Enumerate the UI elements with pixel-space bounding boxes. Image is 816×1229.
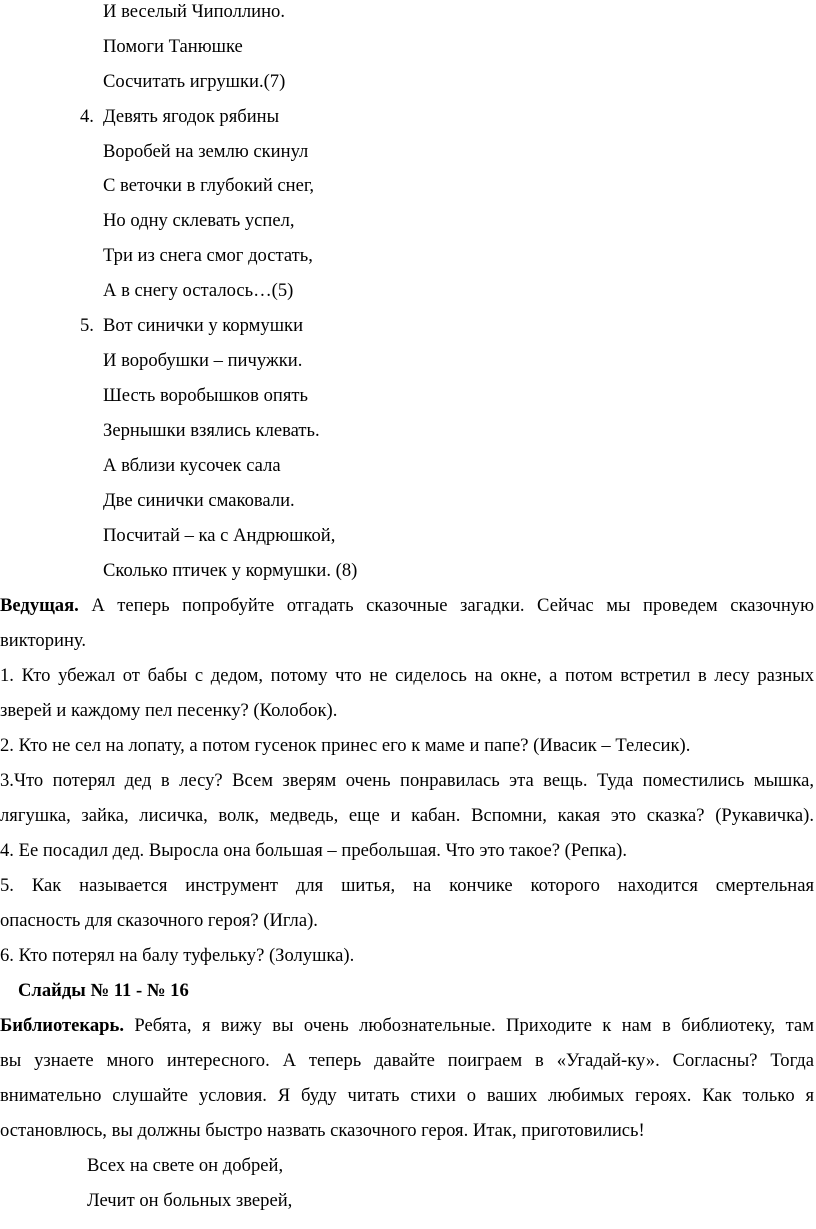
- poem-line: Лечит он больных зверей,: [87, 1190, 293, 1211]
- poem-line: Всех на свете он добрей,: [87, 1155, 284, 1176]
- poem-line: Вот синички у кормушки: [103, 315, 304, 336]
- librarian-paragraph-line: вы узнаете много интересного. А теперь давайте поиграем в «Угадай-ку». Согласны? Тогда: [0, 1050, 814, 1071]
- quiz-question-3: 3.Что потерял дед в лесу? Всем зверям очень понравилась эта вещь. Туда поместились мышка,: [0, 770, 814, 791]
- quiz-question-6: 6. Кто потерял на балу туфельку? (Золушка).: [0, 945, 355, 966]
- poem-line: Девять ягодок рябины: [103, 106, 280, 127]
- quiz-question-4: 4. Ее посадил дед. Выросла она большая – пребольшая. Что это такое? (Репка).: [0, 840, 627, 861]
- quiz-question-1: 1. Кто убежал от бабы с дедом, потому что не сиделось на окне, а потом встретил в лесу разных: [0, 665, 814, 686]
- poem-line: Посчитай – ка с Андрюшкой,: [103, 525, 336, 546]
- poem-line: А в снегу осталось…(5): [103, 280, 294, 301]
- host-text: А теперь попробуйте отгадать сказочные загадки. Сейчас мы проведем сказочную: [78, 595, 814, 616]
- poem-line: Помоги Танюшке: [103, 36, 243, 57]
- quiz-question-1-cont: зверей и каждому пел песенку? (Колобок).: [0, 700, 338, 721]
- poem-line: Две синички смаковали.: [103, 490, 295, 511]
- librarian-paragraph-line: остановлюсь, вы должны быстро назвать сказочного героя. Итак, приготовились!: [0, 1120, 645, 1141]
- poem-line: Шесть воробышков опять: [103, 385, 309, 406]
- riddle-number: 5.: [80, 315, 94, 336]
- host-paragraph-line: викторину.: [0, 630, 86, 651]
- poem-line: И веселый Чиполлино.: [103, 1, 286, 22]
- librarian-paragraph-line: внимательно слушайте условия. Я буду читать стихи о ваших любимых героях. Как только я: [0, 1085, 814, 1106]
- quiz-question-3-cont: лягушка, зайка, лисичка, волк, медведь, еще и кабан. Вспомни, какая это сказка? (Рукавичка).: [0, 805, 814, 826]
- librarian-speaker: Библиотекарь.: [0, 1015, 124, 1036]
- poem-line: Сосчитать игрушки.(7): [103, 71, 286, 92]
- librarian-paragraph-line: [0, 1015, 814, 1037]
- riddle-number: 4.: [80, 106, 94, 127]
- poem-line: Зернышки взялись клевать.: [103, 420, 320, 441]
- poem-line: Три из снега смог достать,: [103, 245, 313, 266]
- quiz-question-5: 5. Как называется инструмент для шитья, на кончике которого находится смертельная: [0, 875, 814, 896]
- quiz-question-2: 2. Кто не сел на лопату, а потом гусенок принес его к маме и папе? (Ивасик – Телесик).: [0, 735, 691, 756]
- host-paragraph-line: [0, 595, 814, 617]
- poem-line: И воробушки – пичужки.: [103, 350, 303, 371]
- poem-line: С веточки в глубокий снег,: [103, 175, 315, 196]
- quiz-question-5-cont: опасность для сказочного героя? (Игла).: [0, 910, 318, 931]
- librarian-text: Ребята, я вижу вы очень любознательные. Приходите к нам в библиотеку, там: [123, 1015, 814, 1036]
- poem-line: Воробей на землю скинул: [103, 141, 309, 162]
- slides-heading: Слайды № 11 - № 16: [18, 980, 189, 1001]
- poem-line: Сколько птичек у кормушки. (8): [103, 560, 358, 581]
- poem-line: Но одну склевать успел,: [103, 210, 295, 231]
- host-speaker: Ведущая.: [0, 595, 79, 616]
- poem-line: А вблизи кусочек сала: [103, 455, 281, 476]
